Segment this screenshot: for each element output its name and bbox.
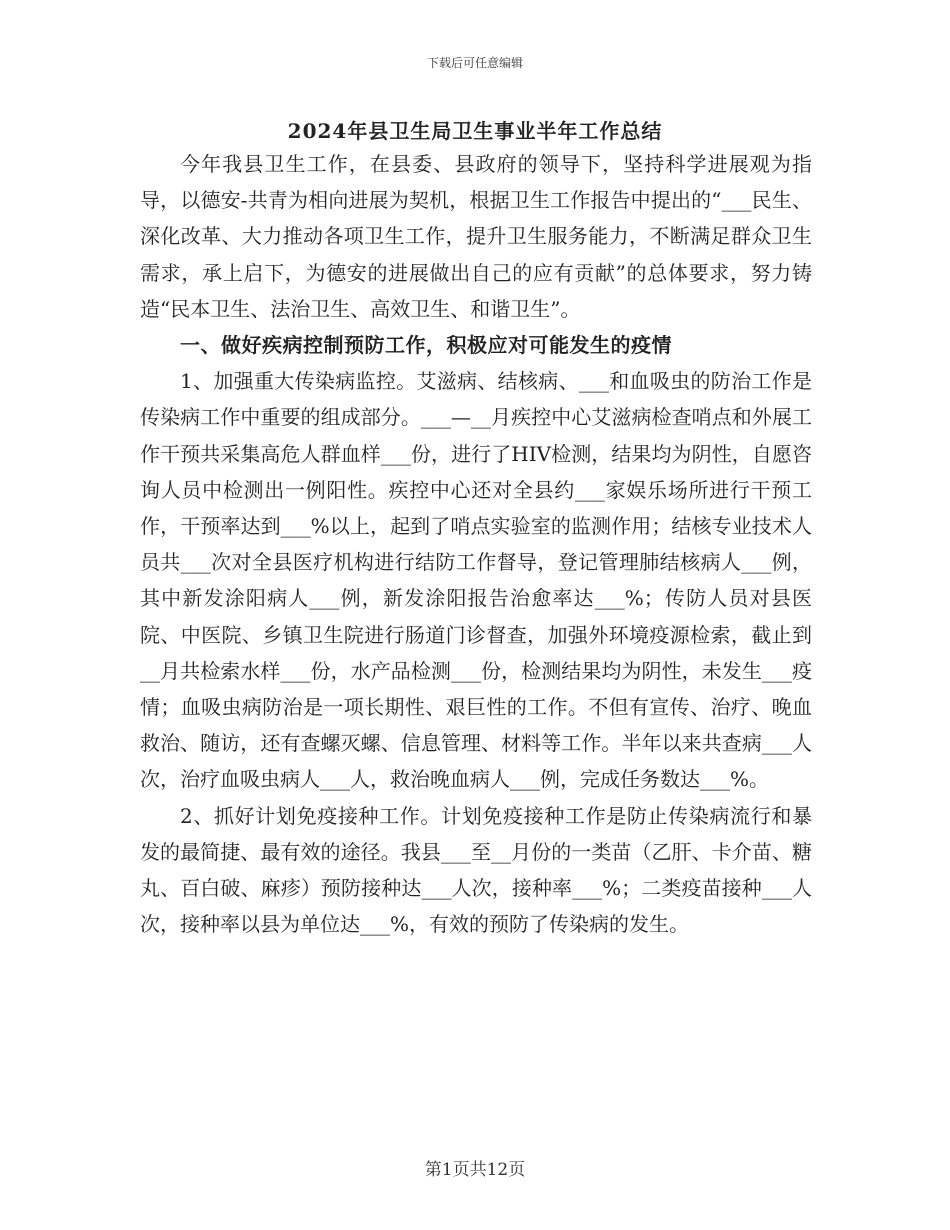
intro-paragraph: 今年我县卫生工作，在县委、县政府的领导下，坚持科学进展观为指导，以德安-共青为相向进展为契机，根据卫生工作报告中提出的“___民生、深化改革、大力推动各项卫生工作，提升卫生服务能力，不断满足群众卫生需求，承上启下，为德安的进展做出自己的应有贡献”的总体要求，努力铸造“民本卫生、法治卫生、高效卫生、和谐卫生”。: [140, 152, 812, 321]
page-footer: 第1页共12页: [424, 1160, 526, 1180]
page-header: 下载后可任意编辑: [426, 56, 523, 70]
section-heading: 一、做好疾病控制预防工作，积极应对可能发生的疫情: [180, 333, 672, 358]
paragraph-disease-monitoring: 1、加强重大传染病监控。艾滋病、结核病、___和血吸虫的防治工作是传染病工作中重要的组成部分。___—__月疾控中心艾滋病检查哨点和外展工作干预共采集高危人群血样___份，进行了HIV检测，结果均为阴性，自愿咨询人员中检测出一例阳性。疾控中心还对全县约___家娱乐场所进行干预工作，干预率达到___%以上，起到了哨点实验室的监测作用；结核专业技术人员共___次对全县医疗机构进行结防工作督导，登记管理肺结核病人___例，其中新发涂阳病人___例，新发涂阳报告治愈率达___%；传防人员对县医院、中医院、乡镇卫生院进行肠道门诊督查，加强外环境疫源检索，截止到__月共检索水样___份，水产品检测___份，检测结果均为阴性，未发生___疫情；血吸虫病防治是一项长期性、艰巨性的工作。不但有宣传、治疗、晚血救治、随访，还有查螺灭螺、信息管理、材料等工作。半年以来共查病___人次，治疗血吸虫病人___人，救治晚血病人___例，完成任务数达___%。: [140, 369, 812, 792]
document-title: 2024年县卫生局卫生事业半年工作总结: [287, 119, 663, 143]
document-body: [140, 146, 812, 942]
paragraph-immunization: 2、抓好计划免疫接种工作。计划免疫接种工作是防止传染病流行和暴发的最简捷、最有效的途径。我县___至__月份的一类苗（乙肝、卡介苗、糖丸、百白破、麻疹）预防接种达___人次，接种率___%；二类疫苗接种___人次，接种率以县为单位达___%，有效的预防了传染病的发生。: [140, 803, 812, 937]
